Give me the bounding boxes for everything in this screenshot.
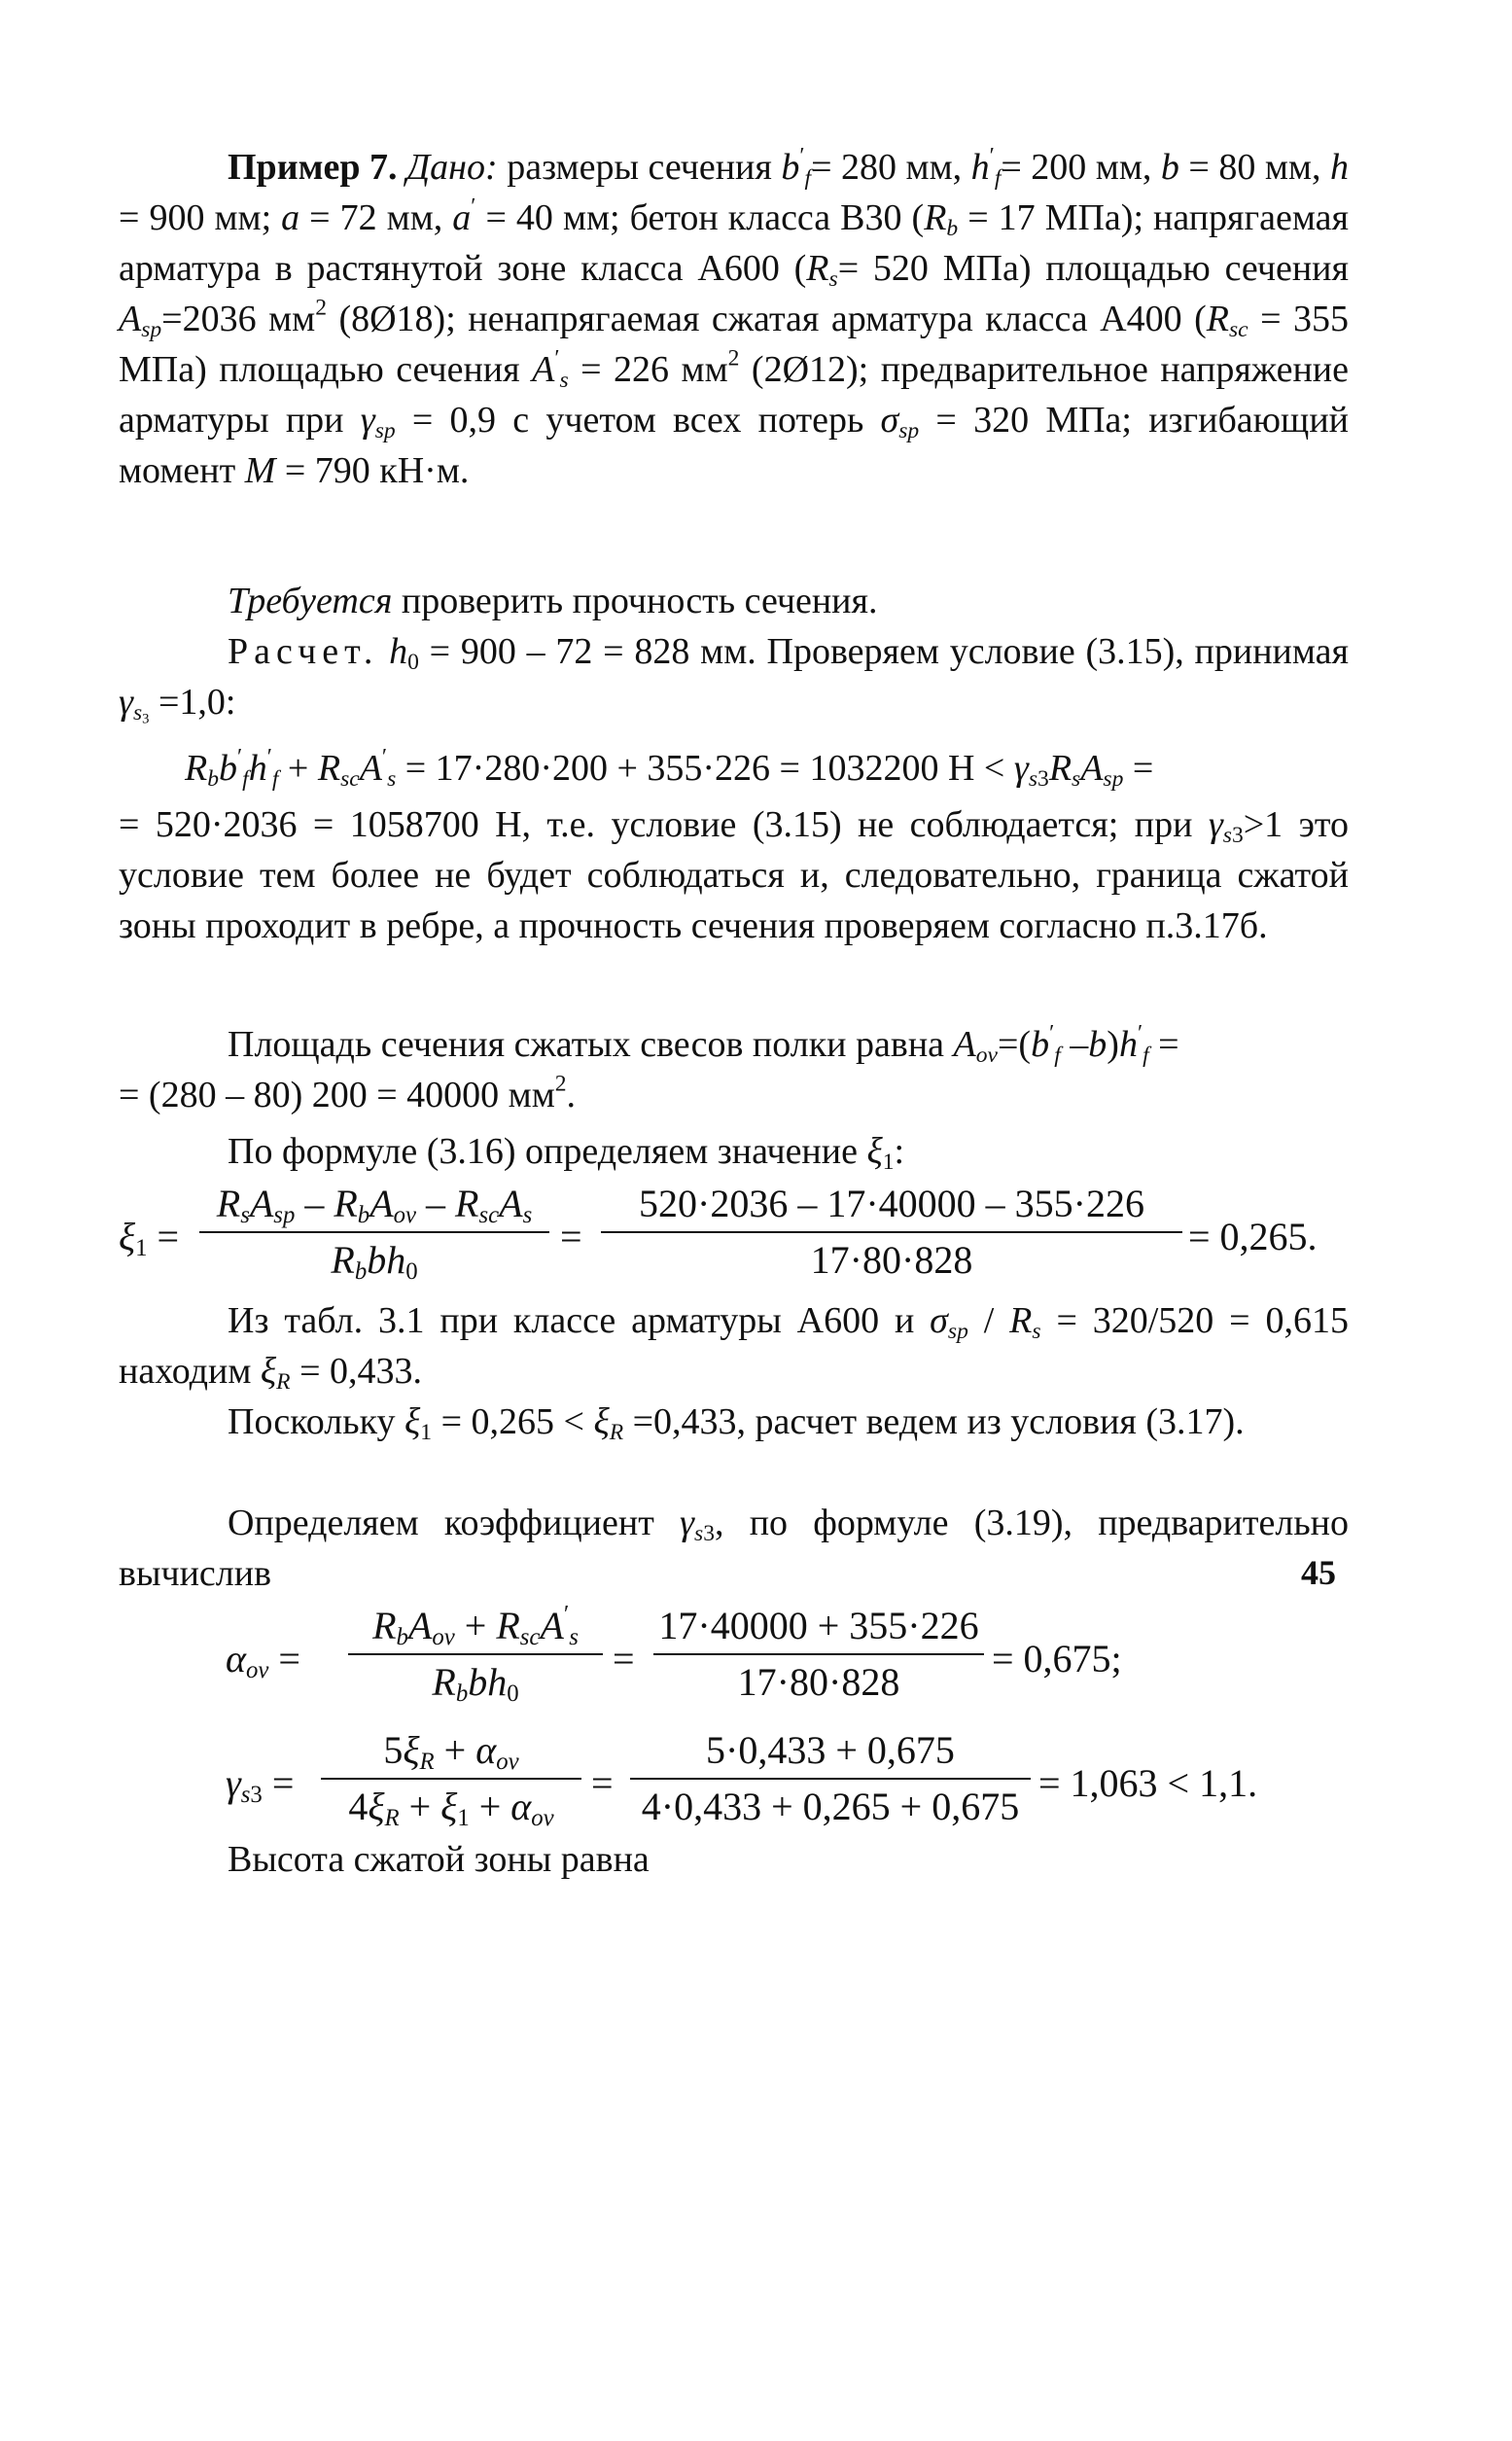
text-run: =0,433, расчет ведем из условия (3.17). — [623, 1401, 1245, 1442]
compressed-zone-height — [119, 1834, 1349, 1885]
text-run: По формуле (3.16) определяем значение — [228, 1131, 867, 1172]
condition-check: Поскольку $\xi_1 = 0,265 < \xi_R =0,433$, расчет ведем из условия (3.17). — [228, 1401, 1245, 1445]
var-M: M — [244, 450, 276, 491]
equation-line-1: $R_bb'_fh'_f + R_{sc}A'_s = 17\cdot 280\cdot 200 + 355\cdot 226 = 1032200$ $Н < \gamma_{s3}R_sA_{sp}$ = — [185, 744, 1154, 792]
gamma-symbolic-fraction: $5\xi_R + \alpha_{ov}$ $4\xi_R + \xi_1 + \alpha_{ov}$ — [321, 1727, 581, 1830]
text-run: = (280 – 80) 200 = 40000 мм — [119, 1075, 555, 1115]
text-run: + — [399, 1785, 441, 1828]
text-run: + — [434, 1728, 476, 1772]
calculation-label: Расчет. — [228, 631, 379, 672]
text-run: – — [1060, 1024, 1089, 1065]
xi1-symbolic-fraction: $R_sA_{sp} - R_bA_{ov} - R_{sc}A_s$ $R_bbh_0$ — [199, 1181, 549, 1284]
text-run: : — [894, 1131, 905, 1172]
equals-sign: = — [613, 1637, 635, 1680]
equation-continuation: = 520·2036 = 1058700 Н, т.е. условие (3.15) не соблюдается; при $\gamma_{s3}>1$ это условие тем более не будет соблюдаться и, следовательно, граница сжатой зоны проходит в ребре, а прочность сечения проверяем согласно п.3.17б. — [119, 804, 1349, 946]
required-label: Требуется — [228, 581, 393, 621]
var-Rb: R — [924, 197, 947, 238]
fraction-denominator: 17·80·828 — [810, 1238, 973, 1282]
var-a: a — [281, 197, 300, 238]
text-run: = 320/520 = 0,615 находим — [119, 1300, 1349, 1392]
var-h: h — [1330, 147, 1349, 188]
var-h0: h — [389, 631, 408, 672]
example-statement: Пример 7. Дано: размеры сечения $b'_f= 280$ мм, $h'_f= 200$ мм, b = 80 мм, h = 900 мм; a = 72 мм, a′ = 40 мм; бетон класса В30 ($R_b = 17$ МПа); напрягаемая арматура в растянутой зоне класса А600 ($R_s= 520$ МПа) площадью сечения $A_{sp}=2036$ $мм^2$ (8Ø18); ненапрягаемая сжатая арматура класса А400 ($R_{sc} = 355$ МПа) площадью сечения $A'_s = 226$ $мм^2$ (2Ø12); предварительное напряжение арматуры при $\gamma_{sp} = 0,9$ с учетом всех потерь $\sigma_{sp} = 320$ МПа; изгибающий момент M = 790 кН·м. — [119, 143, 1350, 491]
text-run: = 280 мм, — [811, 147, 971, 188]
var-gamma-sp: γ — [360, 400, 375, 441]
text-run: = 520·2036 = 1058700 Н, т.е. условие (3.15) не соблюдается; при — [119, 804, 1193, 845]
xi1-lhs: $\xi_1$ = — [119, 1215, 180, 1262]
var-bf: b — [781, 147, 800, 188]
text-run: = 900 – 72 = 828 мм. Проверяем условие (3.15), принимая — [418, 631, 1350, 672]
text-run: = 80 мм, — [1178, 147, 1330, 188]
var-sigma-sp: σ — [880, 400, 899, 441]
xi1-result: = 0,265. — [1188, 1215, 1318, 1258]
text-run: 4 — [348, 1785, 369, 1828]
text-run: = — [1123, 748, 1154, 789]
text-run: = 226 мм — [568, 349, 728, 390]
text-run: проверить прочность сечения. — [392, 581, 878, 621]
formula-316-intro: По формуле (3.16) определяем значение $\xi_1$: — [228, 1131, 905, 1175]
page-number: 45 — [1301, 1553, 1336, 1592]
text-run: , по формуле (3.19), предварительно вычислив — [119, 1503, 1349, 1594]
text-run: / — [967, 1300, 1010, 1341]
fraction-numerator: 17·40000 + 355·226 — [658, 1604, 979, 1647]
var-b: b — [1160, 147, 1179, 188]
var-a-prime: a — [452, 197, 472, 238]
text-run: (8Ø18); ненапрягаемая сжатая арматура класса А400 ( — [326, 299, 1207, 339]
text-run: (2Ø12); предварительное напряжение арматуры при — [119, 349, 1350, 441]
text-run: = 355 МПа) площадью сечения — [119, 299, 1350, 390]
text-run: . — [566, 1075, 577, 1115]
requirement — [119, 576, 1349, 626]
text-run: ) — [1107, 1024, 1119, 1065]
text-run: Высота сжатой зоны равна — [228, 1839, 650, 1880]
text-run: = 790 кН·м. — [275, 450, 470, 491]
gamma-s3-result: = 1,063 < 1,1. — [1038, 1761, 1258, 1805]
calculation-intro: Расчет. $h_0 = 900 - 72 = 828$ мм. Проверяем условие (3.15), принимая $\gamma_{s_3} =1,0$: — [119, 631, 1350, 727]
text-run: 5 — [383, 1728, 404, 1772]
text-run: Поскольку — [228, 1401, 405, 1442]
text-run: >1 это условие тем более не будет соблюдаться и, следовательно, граница сжатой зоны проходит в ребре, а прочность сечения проверяем согласно п.3.17б. — [119, 804, 1349, 946]
gamma-s3-lhs: $\gamma_{s3}$ = — [226, 1761, 295, 1809]
text-run: Из табл. 3.1 при классе арматуры А600 и — [228, 1300, 931, 1341]
text-run: размеры сечения — [497, 147, 782, 188]
text-run: Площадь сечения сжатых свесов полки равна — [228, 1024, 954, 1065]
alpha-numeric-fraction — [653, 1603, 984, 1706]
table-lookup: Из табл. 3.1 при классе арматуры А600 и $\sigma_{sp} / R_s = 320/520 = 0,615$ находим $\xi_R = 0,433$. — [119, 1300, 1349, 1395]
fraction-denominator: 17·80·828 — [737, 1660, 900, 1704]
text-run: = 900 мм; — [119, 197, 282, 238]
alpha-symbolic-fraction: $R_bA_{ov} + R_{sc}A'_s$ $R_bbh_0$ — [348, 1603, 603, 1706]
text-run: = 320 МПа; изгибающий момент — [119, 400, 1349, 491]
var-Rs: R — [806, 248, 829, 289]
text-run: =1,0: — [149, 682, 236, 723]
text-run: = 17·280·200 + 355·226 = 1032200 Н < — [396, 748, 1014, 789]
alpha-ov-result: = 0,675; — [992, 1637, 1122, 1680]
given-label: Дано: — [406, 147, 498, 188]
example-label: Пример 7. — [228, 147, 398, 188]
overhang-area: Площадь сечения сжатых свесов полки равна $A_{ov}=(b'_f$ $-b)h'_f$ = = (280 – 80) 200 = 40000 $мм^2$. — [119, 1020, 1179, 1115]
coefficient-intro: Определяем коэффициент $\gamma_{s3}$, по формуле (3.19), предварительно вычислив — [119, 1503, 1349, 1594]
fraction-numerator: 520·2036 – 17·40000 – 355·226 — [639, 1182, 1144, 1225]
alpha-ov-lhs: $\alpha_{ov}$ = — [226, 1637, 300, 1684]
var-Asp: A — [119, 299, 142, 339]
text-run: = 17 МПа); напрягаемая арматура в растянутой зоне класса А600 ( — [119, 197, 1349, 289]
var-As-prime: A — [532, 349, 555, 390]
var-hf: h — [970, 147, 990, 188]
text-run: = 0,9 с учетом всех потерь — [395, 400, 881, 441]
text-run: = 40 мм; бетон класса В30 ( — [475, 197, 925, 238]
text-run: = 520 МПа) площадью сечения — [837, 248, 1349, 289]
gamma-numeric-fraction — [630, 1727, 1031, 1830]
text-run: Определяем коэффициент — [228, 1503, 681, 1543]
fraction-denominator: 4·0,433 + 0,265 + 0,675 — [641, 1785, 1020, 1828]
text-run: = 0,265 < — [432, 1401, 594, 1442]
xi1-numeric-fraction — [601, 1181, 1182, 1284]
text-run: = 0,433. — [290, 1351, 422, 1392]
equals-sign: = — [560, 1215, 582, 1258]
fraction-numerator: 5·0,433 + 0,675 — [706, 1728, 955, 1772]
equals-sign: = — [591, 1761, 614, 1805]
var-gamma-s3: γ — [119, 682, 133, 723]
var-Rsc: R — [1206, 299, 1229, 339]
text-run: =2036 мм — [161, 299, 316, 339]
text-run: =( — [997, 1024, 1032, 1065]
text-run: = — [1148, 1024, 1179, 1065]
text-run: = 72 мм, — [299, 197, 453, 238]
text-run: + — [469, 1785, 511, 1828]
text-run: = 200 мм, — [1001, 147, 1161, 188]
